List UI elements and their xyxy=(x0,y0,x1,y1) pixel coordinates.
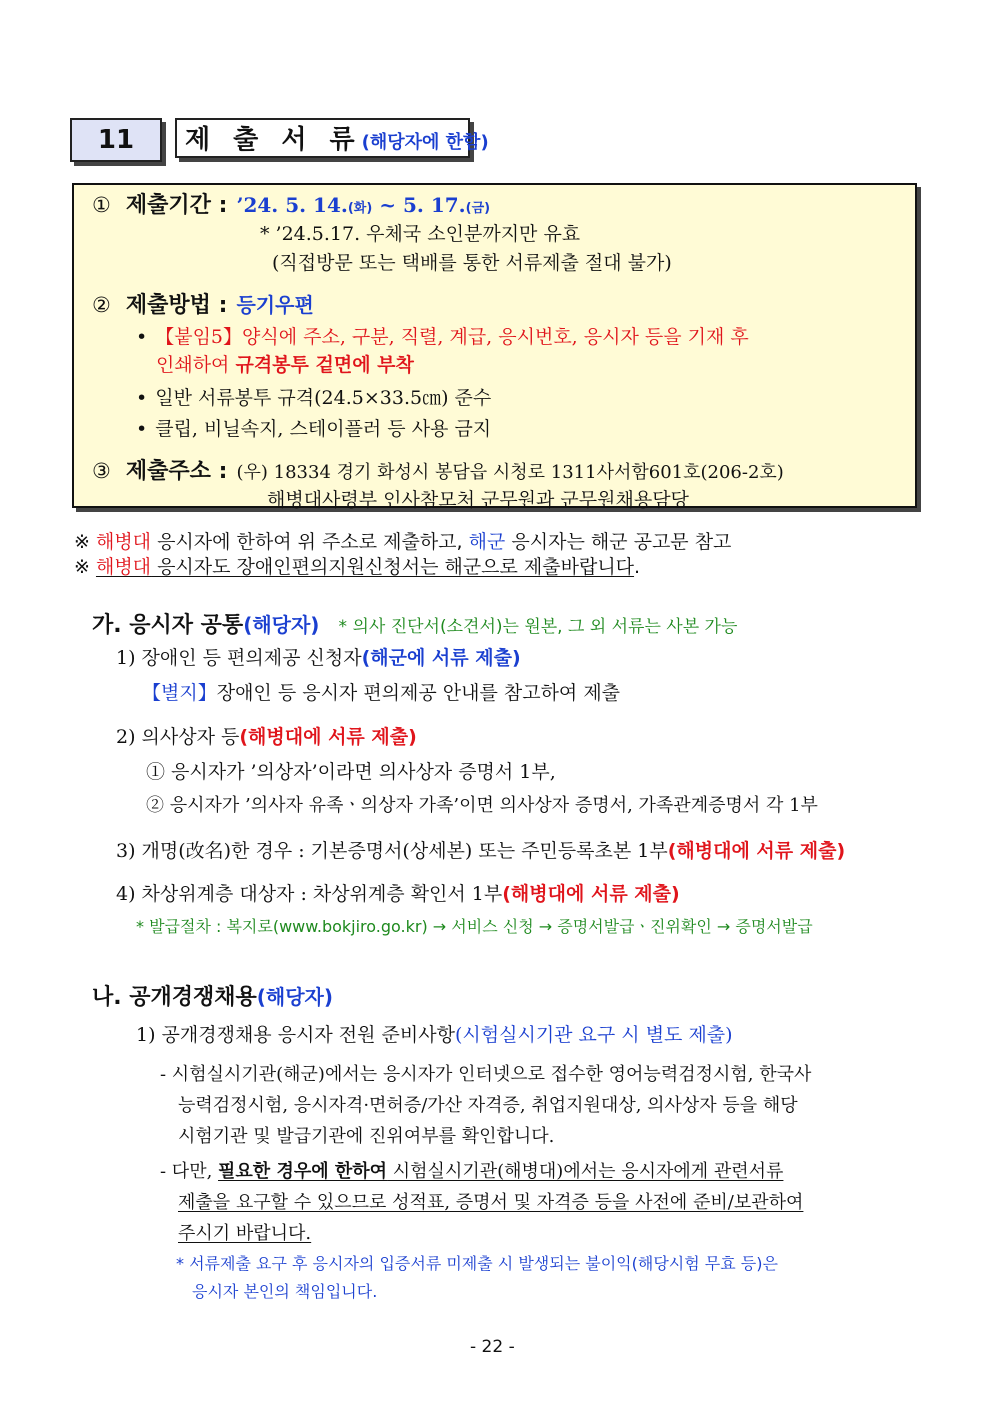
address-number: ③ xyxy=(92,459,111,483)
method-bullet-3 xyxy=(136,414,491,441)
period-end-day: (금) xyxy=(465,201,491,216)
section-b-title: 나. 공개경쟁채용 xyxy=(92,985,257,1010)
section-b-para-2-line-1 xyxy=(160,1157,783,1183)
notice-1-text-b: 응시자는 해군 공고문 참고 xyxy=(505,531,732,553)
notice-1-navy: 해군 xyxy=(468,531,506,553)
period-start: ’24. 5. 14. xyxy=(236,193,348,217)
method-bullet-3-text: 클립, 비닐속지, 스테이플러 등 사용 금지 xyxy=(155,418,492,440)
para-prefix: - 다만, xyxy=(160,1161,219,1182)
notice-2 xyxy=(74,552,640,579)
section-b-title-sub: (해당자) xyxy=(256,985,334,1009)
item-emphasis: (해군에 서류 제출) xyxy=(361,647,521,669)
notice-2-text: 응시자도 장애인편의지원신청서는 해군으로 제출바랍니다 xyxy=(151,556,635,578)
section-b-note-line-2: 응시자 본인의 책임입니다. xyxy=(192,1282,378,1301)
method-bullet-1-emph: 규격봉투 겉면에 부착 xyxy=(235,354,414,376)
section-number: 11 xyxy=(97,125,135,155)
section-b-para-2-line-3: 주시기 바랍니다. xyxy=(178,1223,312,1244)
item-sub-text: 장애인 등 응시자 편의제공 안내를 참고하여 제출 xyxy=(216,682,621,704)
item-text: 2) 의사상자 등 xyxy=(116,726,240,748)
notice-2-marines: 해병대 xyxy=(95,556,152,578)
section-number-box xyxy=(70,118,162,162)
appendix-tag: 【별지】 xyxy=(142,682,217,704)
address-row xyxy=(92,454,784,485)
item-text: 3) 개명(改名)한 경우 : 기본증명서(상세본) 또는 주민등록초본 1부 xyxy=(116,840,668,862)
period-start-day: (화) xyxy=(347,201,373,216)
method-row xyxy=(92,288,314,319)
period-end: ~ 5. 17. xyxy=(372,193,466,217)
method-bullet-1-text: 양식에 주소, 구분, 직렬, 계급, 응시번호, 응시자 등을 기재 후 xyxy=(242,326,749,348)
item-text: 1) 장애인 등 편의제공 신청자 xyxy=(116,647,362,669)
period-note-2: (직접방문 또는 택배를 통한 서류제출 절대 불가) xyxy=(272,252,672,274)
section-a-item-4-note: * 발급절차 : 복지로(www.bokjiro.go.kr) → 서비스 신청 → 증명서발급ㆍ진위확인 → 증명서발급 xyxy=(136,917,813,936)
method-number: ② xyxy=(92,293,111,317)
section-a-heading xyxy=(92,608,737,639)
notice-2-end: . xyxy=(634,556,641,578)
section-title-box xyxy=(175,118,489,158)
notice-1-text-a: 응시자에 한하여 위 주소로 제출하고, xyxy=(151,531,469,553)
notice-1 xyxy=(74,527,731,554)
section-a-item-4 xyxy=(116,879,680,906)
address-line-1: (우) 18334 경기 화성시 봉담읍 시청로 1311사서함601호(206-2호) xyxy=(236,462,784,483)
section-a-item-2-sub-2: ② 응시자가 ’의사자 유족ㆍ의상자 가족’이면 의사상자 증명서, 가족관계증명서 각 1부 xyxy=(146,795,818,816)
method-label: 제출방법 : xyxy=(125,293,228,318)
section-title-sub: (해당자에 한함) xyxy=(361,132,489,153)
para-text: 시험실시기관(해병대)에서는 응시자에게 관련서류 xyxy=(387,1161,784,1182)
section-title: 제 출 서 류 xyxy=(185,125,362,155)
period-note-1: * ’24.5.17. 우체국 소인분까지만 유효 xyxy=(260,223,581,245)
section-b-para-1-line-2: 능력검정시험, 응시자격·면허증/가산 자격증, 취업지원대상, 의사상자 등을 해당 xyxy=(178,1095,798,1116)
para-emphasis: 필요한 경우에 한하여 xyxy=(218,1161,388,1182)
section-a-item-2 xyxy=(116,722,417,749)
section-b-para-1-line-1: - 시험실시기관(해군)에서는 응시자가 인터넷으로 접수한 영어능력검정시험, 한국사 xyxy=(160,1064,812,1085)
section-b-note-line-1: * 서류제출 요구 후 응시자의 입증서류 미제출 시 발생되는 불이익(해당시험 무효 등)은 xyxy=(176,1254,778,1273)
period-label: 제출기간 : xyxy=(125,193,228,218)
section-a-item-2-sub-1: ① 응시자가 ’의상자’이라면 의사상자 증명서 1부, xyxy=(146,761,556,783)
address-line-2: 해병대사령부 인사참모처 군무원과 군무원채용담당 xyxy=(267,489,689,511)
method-value: 등기우편 xyxy=(236,293,314,317)
section-a-item-1-sub xyxy=(142,678,620,705)
section-a-item-1 xyxy=(116,643,521,670)
address-label: 제출주소 : xyxy=(125,459,228,484)
period-row xyxy=(92,188,490,219)
section-a-title-sub: (해당자) xyxy=(243,613,320,637)
method-bullet-2-text: 일반 서류봉투 규격(24.5×33.5㎝) 준수 xyxy=(155,387,492,409)
notice-mark: ※ xyxy=(74,531,90,553)
section-a-title: 가. 응시자 공통 xyxy=(92,613,244,638)
section-b-para-2-line-2: 제출을 요구할 수 있으므로 성적표, 증명서 및 자격증 등을 사전에 준비/보관하여 xyxy=(178,1192,804,1213)
page-number: - 22 - xyxy=(470,1337,515,1357)
method-bullet-1 xyxy=(136,322,749,349)
section-a-note: * 의사 진단서(소견서)는 원본, 그 외 서류는 사본 가능 xyxy=(338,617,738,637)
period-number: ① xyxy=(92,193,111,217)
section-b-heading xyxy=(92,980,333,1011)
item-emphasis: (해병대에 서류 제출) xyxy=(667,840,846,862)
attachment-tag: 【붙임5】 xyxy=(155,326,243,348)
item-text: 4) 차상위계층 대상자 : 차상위계층 확인서 1부 xyxy=(116,883,503,905)
item-emphasis: (해병대에 서류 제출) xyxy=(239,726,417,748)
item-emphasis: (해병대에 서류 제출) xyxy=(502,883,680,905)
item-text: 1) 공개경쟁채용 응시자 전원 준비사항 xyxy=(136,1024,455,1046)
notice-1-marines: 해병대 xyxy=(95,531,152,553)
section-a-item-3 xyxy=(116,836,845,863)
section-b-para-1-line-3: 시험기관 및 발급기관에 진위여부를 확인합니다. xyxy=(178,1126,555,1147)
section-b-item-1 xyxy=(136,1020,733,1047)
notice-mark: ※ xyxy=(74,556,90,578)
item-emphasis: (시험실시기관 요구 시 별도 제출) xyxy=(454,1024,733,1046)
method-bullet-2 xyxy=(136,383,491,410)
method-bullet-1-cont xyxy=(156,350,414,377)
method-bullet-1-cont-text: 인쇄하여 xyxy=(156,354,236,376)
